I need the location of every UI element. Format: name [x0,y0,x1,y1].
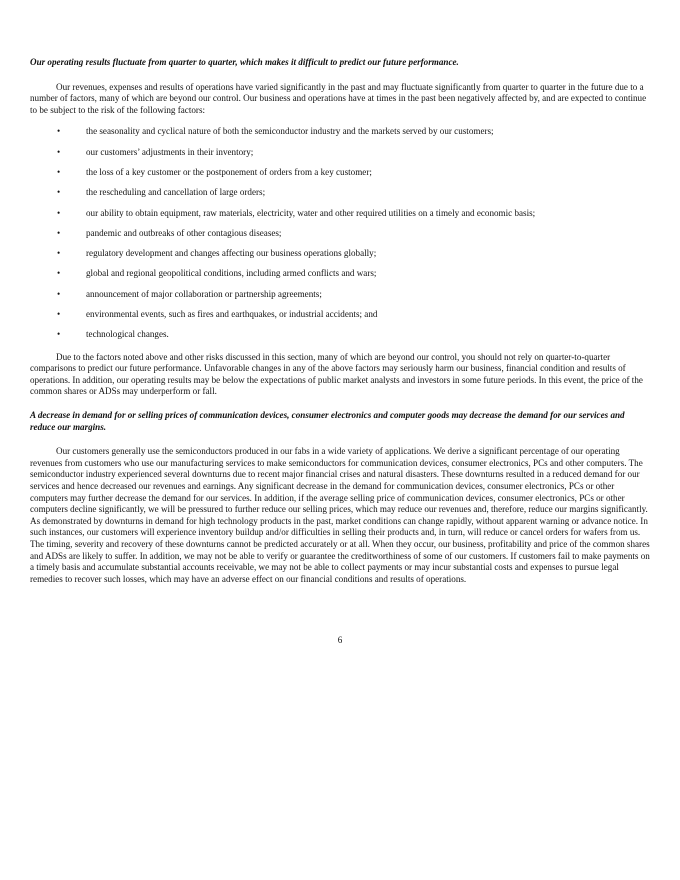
list-item-text: our ability to obtain equipment, raw materials, electricity, water and other required utilities on a timely and economic basis; [86,207,536,218]
list-item [30,147,652,167]
bullet-icon: • [57,248,61,259]
list-item-text: pandemic and outbreaks of other contagious diseases; [86,227,282,238]
bullet-icon: • [57,207,61,218]
list-item-text: the loss of a key customer or the postponement of orders from a key customer; [86,166,372,177]
list-item-text: the seasonality and cyclical nature of both the semiconductor industry and the markets served by our customers; [86,126,494,137]
section-heading-operating-results: Our operating results fluctuate from quarter to quarter, which makes it difficult to predict our future performance. [30,57,459,67]
list-item-text: environmental events, such as fires and earthquakes, or industrial accidents; and [86,309,378,320]
list-item [30,228,652,248]
bullet-icon: • [57,268,61,279]
list-item-text: the rescheduling and cancellation of large orders; [86,187,266,198]
paragraph-closing: Due to the factors noted above and other risks discussed in this section, many of which are beyond our control, you should not rely on quarter-to-quarter comparisons to predict our future performance. Unfavorable changes in any of the above factors may seriously harm our business, financial condition and results of operations. In addition, our operating results may be below the expectations of public market analysts and investors in some future periods. In this event, the price of the common shares or ADSs may underperform or fall. [30,351,643,397]
list-item [30,208,652,228]
document-page [30,57,652,585]
list-item-text: technological changes. [86,329,169,340]
list-item-text: global and regional geopolitical conditions, including armed conflicts and wars; [86,268,377,279]
list-item [30,289,652,309]
section-heading-demand-decrease: A decrease in demand for or selling prices of communication devices, consumer electronics and computer goods may decrease the demand for our services and reduce our margins. [30,410,625,432]
list-item-text: our customers’ adjustments in their inventory; [86,146,254,157]
bullet-icon: • [57,227,61,238]
list-item [30,309,652,329]
list-item-text: regulatory development and changes affecting our business operations globally; [86,248,377,259]
paragraph-intro: Our revenues, expenses and results of operations have varied significantly in the past and may fluctuate significantly from quarter to quarter in the future due to a number of factors, many of which are beyond our control. Our business and operations have at times in the past been negatively affected by, and are expected to continue to be subject to the risk of the following factors: [30,81,647,115]
list-item [30,329,652,349]
factor-list [30,126,652,349]
list-item-text: announcement of major collaboration or partnership agreements; [86,288,322,299]
bullet-icon: • [57,288,61,299]
bullet-icon: • [57,126,61,137]
bullet-icon: • [57,329,61,340]
paragraph-demand: Our customers generally use the semiconductors produced in our fabs in a wide variety of applications. We derive a significant percentage of our operating revenues from customers who use our manufacturing services to make semiconductors for communication devices, consumer electronics, PCs and other computers. The semiconductor industry experienced several downturns due to recent major financial crises and natural disasters. These downturns resulted in a reduced demand for our services and hence decreased our revenues and earnings. Any significant decrease in the demand for communication devices, consumer electronics, PCs or other computers may further decrease the demand for our services. In addition, if the average selling price of communication devices, consumer electronics, PCs or other computers decline significantly, we will be pressured to further reduce our selling prices, which may reduce our revenues and, therefore, reduce our margins significantly. As demonstrated by downturns in demand for high technology products in the past, market conditions can change rapidly, without apparent warning or advance notice. In such instances, our customers will experience inventory buildup and/or difficulties in selling their products and, in turn, will reduce or cancel orders for wafers from us. The timing, severity and recovery of these downturns cannot be predicted accurately or at all. When they occur, our business, profitability and price of the common shares and ADSs are likely to suffer. In addition, we may not be able to verify or guarantee the creditworthiness of some of our customers. If customers fail to make payments on a timely basis and accumulate substantial accounts receivable, we may not be able to collect payments or may incur substantial costs and expenses to pursue legal remedies to recover such losses, which may have an adverse effect on our financial conditions and results of operations. [30,446,650,584]
list-item [30,126,652,146]
bullet-icon: • [57,187,61,198]
list-item [30,268,652,288]
bullet-icon: • [57,309,61,320]
bullet-icon: • [57,166,61,177]
bullet-icon: • [57,146,61,157]
page-number: 6 [337,635,343,645]
list-item [30,187,652,207]
list-item [30,167,652,187]
list-item [30,248,652,268]
